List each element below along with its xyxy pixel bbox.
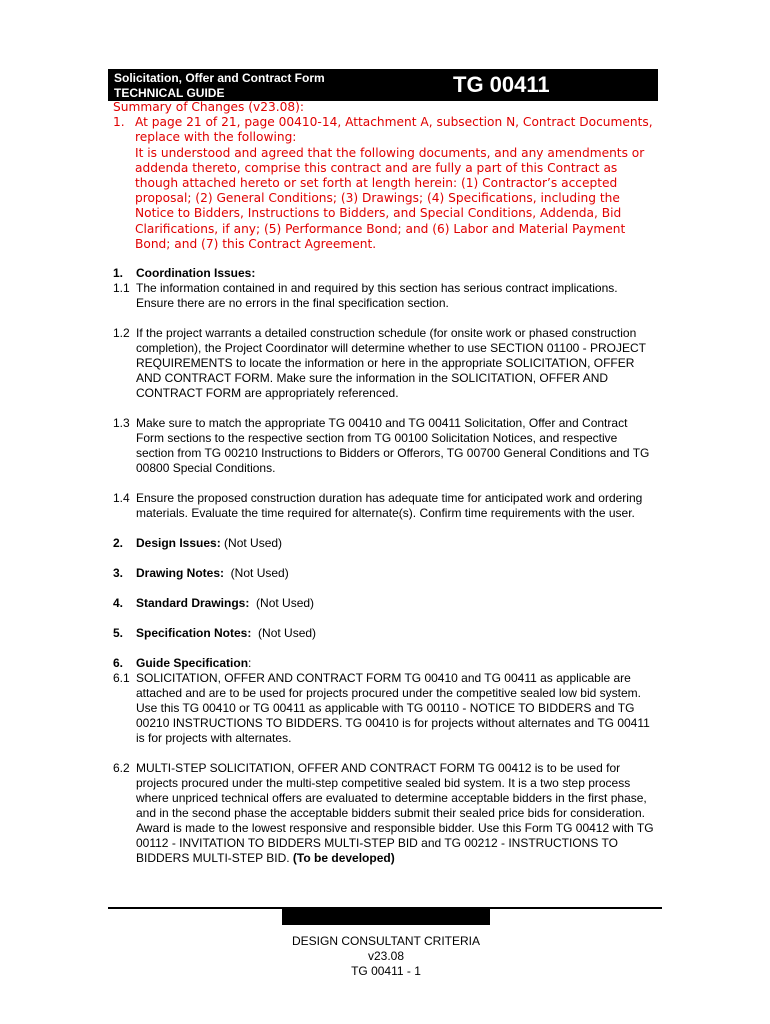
section-title: Standard Drawings:: [136, 596, 250, 610]
section-title: Design Issues:: [136, 536, 221, 550]
summary-item: [113, 115, 658, 252]
section-colon: :: [248, 656, 252, 670]
footer-bar: [282, 909, 490, 925]
summary-item-number: 1.: [113, 115, 125, 130]
paragraph-text: The information contained in and required by this section has serious contract implications. Ensure there are no errors in the final specification section.: [136, 281, 618, 310]
document-header: [108, 69, 658, 101]
section-note: (Not Used): [251, 626, 317, 640]
section-title: Coordination Issues:: [136, 266, 256, 280]
document-body: [113, 266, 658, 866]
section-note: (Not Used): [224, 566, 289, 580]
section-guide-specification: [113, 656, 658, 671]
summary-title: Summary of Changes (v23.08):: [113, 100, 304, 114]
section-design-issues: [113, 536, 658, 551]
section-title: Guide Specification: [136, 656, 249, 670]
paragraph-text: SOLICITATION, OFFER AND CONTRACT FORM TG 00410 and TG 00411 as applicable are attached and are to be used for projects procured under the competitive sealed low bid system. Use this TG 00410 or TG 00411 as applicable with TG 00110 - NOTICE TO BIDDERS and TG 00210 INSTRUCTIONS TO BIDDERS. TG 00410 is for projects without alternates and TG 00411 is for projects with alternates.: [136, 671, 650, 745]
paragraph-text: Make sure to match the appropriate TG 00410 and TG 00411 Solicitation, Offer and Contract Form sections to the respective section from TG 00100 Solicitation Notices, and respective section from TG 00210 Instructions to Bidders or Offerors, TG 00700 General Conditions and TG 00800 Special Conditions.: [136, 416, 650, 475]
header-guide-label: TECHNICAL GUIDE: [114, 86, 225, 100]
paragraph-1-3: [113, 416, 658, 476]
section-standard-drawings: [113, 596, 658, 611]
summary-of-changes: [113, 100, 658, 252]
paragraph-text: If the project warrants a detailed construction schedule (for onsite work or phased construction completion), the Project Coordinator will determine whether to use SECTION 01100 - PROJECT REQUIREMENTS to locate the information or here in the appropriate SOLICITATION, OFFER AND CONTRACT FORM. Make sure the information in the SOLICITATION, OFFER AND CONTRACT FORM are appropriately referenced.: [136, 326, 646, 400]
section-drawing-notes: [113, 566, 658, 581]
paragraph-number: 1.1: [113, 281, 130, 295]
footer-criteria: DESIGN CONSULTANT CRITERIA: [291, 934, 481, 948]
paragraph-1-2: [113, 326, 658, 401]
section-number: 5.: [113, 626, 124, 640]
section-note: (Not Used): [220, 536, 283, 550]
paragraph-text: Ensure the proposed construction duration has adequate time for anticipated work and ordering materials. Evaluate the time required for alternate(s). Confirm time requirements with the user.: [136, 491, 643, 520]
paragraph-1-1: [113, 281, 658, 311]
section-number: 4.: [113, 596, 124, 610]
paragraph-number: 1.4: [113, 491, 130, 505]
section-specification-notes: [113, 626, 658, 641]
page-footer: [200, 934, 572, 979]
section-title: Drawing Notes:: [136, 566, 225, 580]
header-form-title: Solicitation, Offer and Contract Form: [114, 71, 325, 85]
section-coordination-issues: [113, 266, 658, 281]
section-number: 1.: [113, 266, 124, 280]
section-note: (Not Used): [249, 596, 315, 610]
footer-version: v23.08: [367, 949, 405, 963]
footer-page-number: TG 00411 - 1: [351, 964, 421, 978]
paragraph-bold-note: (To be developed): [292, 851, 395, 865]
summary-item-quote: It is understood and agreed that the following documents, and any amendments or addenda thereto, comprise this contract and are fully a part of this Contract as though attached hereto or set forth at length herein: (1) Contractor’s accepted proposal; (2) General Conditions; (3) Drawings; (4) Specifications, including the Notice to Bidders, Instructions to Bidders, and Special Conditions, Addenda, Bid Clarifications, if any; (5) Performance Bond; and (6) Labor and Material Payment Bond; and (7) this Contract Agreement.: [135, 145, 645, 251]
section-title: Specification Notes:: [136, 626, 252, 640]
section-number: 2.: [113, 536, 124, 550]
paragraph-number: 6.2: [113, 761, 130, 775]
header-document-number: TG 00411: [453, 72, 550, 97]
paragraph-6-2: [113, 761, 658, 866]
paragraph-number: 1.2: [113, 326, 130, 340]
paragraph-number: 1.3: [113, 416, 130, 430]
paragraph-number: 6.1: [113, 671, 130, 685]
section-number: 3.: [113, 566, 124, 580]
section-number: 6.: [113, 656, 124, 670]
paragraph-text: MULTI-STEP SOLICITATION, OFFER AND CONTRACT FORM TG 00412 is to be used for projects procured under the multi-step competitive sealed bid system. It is a two step process where unpriced technical offers are evaluated to determine acceptable bidders in the first phase, and in the second phase the acceptable bidders submit their sealed price bids for consideration. Award is made to the lowest responsive and responsible bidder. Use this Form TG 00412 with TG 00112 - INVITATION TO BIDDERS MULTI-STEP BID and TG 00212 - INSTRUCTIONS TO BIDDERS MULTI-STEP BID.: [136, 761, 654, 865]
paragraph-6-1: [113, 671, 658, 746]
summary-item-text: At page 21 of 21, page 00410-14, Attachment A, subsection N, Contract Documents, replace with the following:: [135, 115, 653, 145]
paragraph-1-4: [113, 491, 658, 521]
